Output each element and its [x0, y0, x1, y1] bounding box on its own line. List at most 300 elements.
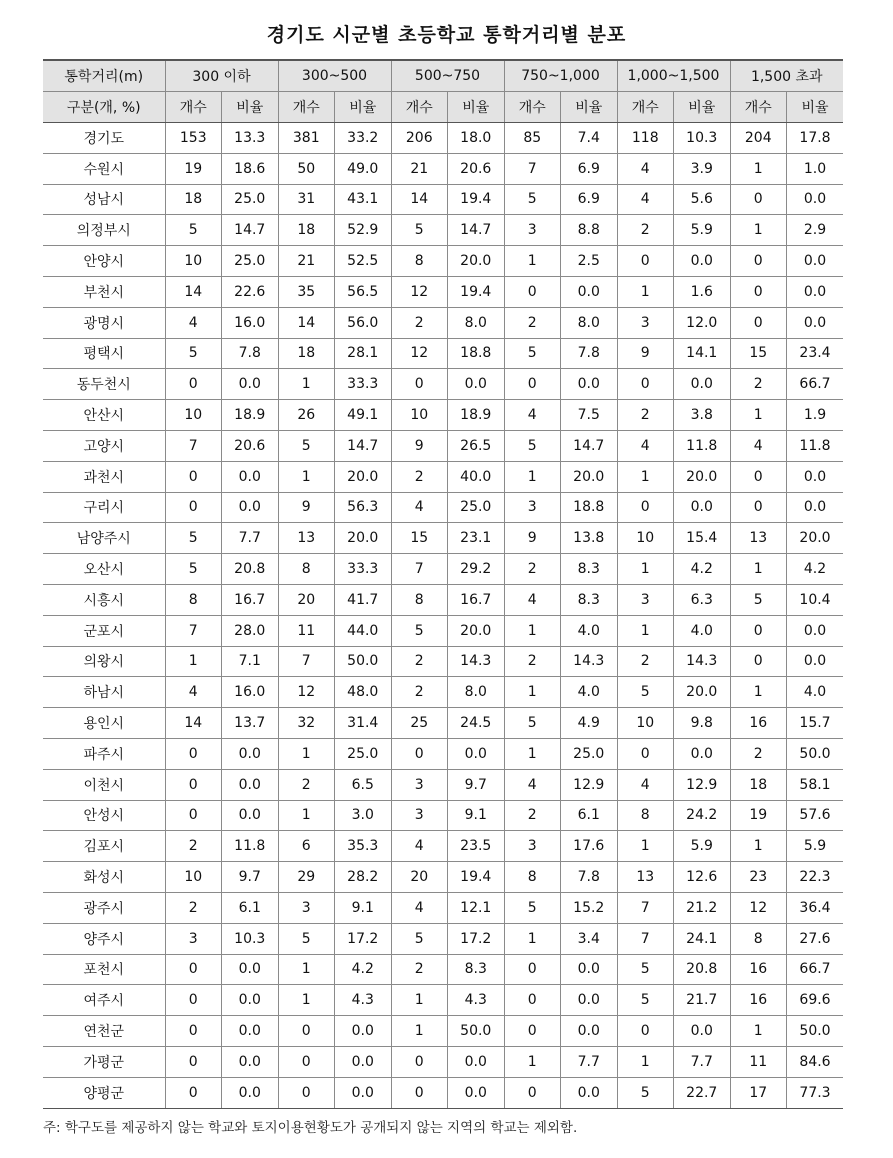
ratio-cell: 49.0 [335, 153, 392, 184]
ratio-cell: 6.9 [561, 153, 618, 184]
ratio-cell: 26.5 [448, 430, 505, 461]
count-cell: 9 [617, 338, 674, 369]
count-cell: 0 [504, 954, 561, 985]
region-name: 하남시 [43, 677, 165, 708]
ratio-cell: 0.0 [674, 1016, 731, 1047]
count-cell: 1 [504, 923, 561, 954]
header-range: 300 이하 [165, 60, 278, 92]
table-row [43, 769, 843, 800]
table-row [43, 369, 843, 400]
ratio-cell: 6.1 [561, 800, 618, 831]
ratio-cell: 25.0 [448, 492, 505, 523]
count-cell: 12 [391, 338, 448, 369]
header-unit-label: 구분(개, %) [43, 92, 165, 123]
count-cell: 9 [391, 430, 448, 461]
count-cell: 118 [617, 123, 674, 154]
ratio-cell: 17.6 [561, 831, 618, 862]
ratio-cell: 20.8 [222, 554, 279, 585]
ratio-cell: 5.9 [787, 831, 844, 862]
count-cell: 2 [730, 369, 787, 400]
ratio-cell: 10.3 [222, 923, 279, 954]
count-cell: 9 [504, 523, 561, 554]
count-cell: 29 [278, 862, 335, 893]
table-row [43, 831, 843, 862]
region-name: 광명시 [43, 307, 165, 338]
table-row [43, 677, 843, 708]
header-row-ranges [43, 60, 843, 92]
count-cell: 26 [278, 400, 335, 431]
count-cell: 0 [617, 1016, 674, 1047]
count-cell: 18 [730, 769, 787, 800]
region-name: 경기도 [43, 123, 165, 154]
table-row [43, 123, 843, 154]
ratio-cell: 20.0 [674, 461, 731, 492]
count-cell: 12 [278, 677, 335, 708]
ratio-cell: 1.0 [787, 153, 844, 184]
table-row [43, 184, 843, 215]
ratio-cell: 8.0 [448, 307, 505, 338]
ratio-cell: 4.0 [674, 615, 731, 646]
region-name: 양평군 [43, 1077, 165, 1108]
ratio-cell: 0.0 [787, 307, 844, 338]
ratio-cell: 4.2 [787, 554, 844, 585]
table-row [43, 492, 843, 523]
count-cell: 21 [278, 246, 335, 277]
ratio-cell: 16.7 [448, 584, 505, 615]
count-cell: 7 [165, 615, 222, 646]
ratio-cell: 0.0 [222, 492, 279, 523]
ratio-cell: 0.0 [787, 615, 844, 646]
ratio-cell: 6.3 [674, 584, 731, 615]
count-cell: 1 [504, 615, 561, 646]
table-row [43, 430, 843, 461]
distance-distribution-table [43, 59, 843, 1109]
ratio-cell: 24.2 [674, 800, 731, 831]
ratio-cell: 7.1 [222, 646, 279, 677]
ratio-cell: 12.0 [674, 307, 731, 338]
region-name: 성남시 [43, 184, 165, 215]
count-cell: 5 [617, 985, 674, 1016]
count-cell: 8 [391, 584, 448, 615]
count-cell: 5 [391, 923, 448, 954]
count-cell: 1 [504, 677, 561, 708]
count-cell: 5 [278, 923, 335, 954]
ratio-cell: 6.5 [335, 769, 392, 800]
count-cell: 14 [278, 307, 335, 338]
count-cell: 1 [730, 215, 787, 246]
count-cell: 0 [730, 615, 787, 646]
count-cell: 0 [730, 184, 787, 215]
count-cell: 8 [730, 923, 787, 954]
table-row [43, 862, 843, 893]
count-cell: 14 [165, 276, 222, 307]
count-cell: 5 [730, 584, 787, 615]
count-cell: 2 [504, 307, 561, 338]
table-row [43, 1016, 843, 1047]
count-cell: 0 [165, 492, 222, 523]
ratio-cell: 5.9 [674, 215, 731, 246]
count-cell: 5 [617, 954, 674, 985]
count-cell: 0 [165, 769, 222, 800]
region-name: 오산시 [43, 554, 165, 585]
region-name: 이천시 [43, 769, 165, 800]
region-name: 여주시 [43, 985, 165, 1016]
ratio-cell: 0.0 [561, 985, 618, 1016]
ratio-cell: 11.8 [787, 430, 844, 461]
count-cell: 9 [278, 492, 335, 523]
ratio-cell: 0.0 [787, 276, 844, 307]
count-cell: 1 [617, 554, 674, 585]
ratio-cell: 0.0 [222, 738, 279, 769]
ratio-cell: 20.6 [448, 153, 505, 184]
count-cell: 16 [730, 708, 787, 739]
table-row [43, 338, 843, 369]
region-name: 남양주시 [43, 523, 165, 554]
count-cell: 0 [730, 276, 787, 307]
ratio-cell: 4.9 [561, 708, 618, 739]
region-name: 용인시 [43, 708, 165, 739]
count-cell: 6 [278, 831, 335, 862]
count-cell: 0 [278, 1077, 335, 1108]
ratio-cell: 0.0 [561, 276, 618, 307]
region-name: 구리시 [43, 492, 165, 523]
table-row [43, 738, 843, 769]
ratio-cell: 23.1 [448, 523, 505, 554]
count-cell: 19 [165, 153, 222, 184]
header-range: 300~500 [278, 60, 391, 92]
count-cell: 5 [504, 892, 561, 923]
count-cell: 11 [278, 615, 335, 646]
count-cell: 4 [391, 492, 448, 523]
count-cell: 1 [278, 369, 335, 400]
table-row [43, 800, 843, 831]
ratio-cell: 17.2 [335, 923, 392, 954]
ratio-cell: 18.8 [448, 338, 505, 369]
count-cell: 0 [617, 738, 674, 769]
count-cell: 13 [278, 523, 335, 554]
ratio-cell: 25.0 [222, 184, 279, 215]
ratio-cell: 0.0 [674, 369, 731, 400]
ratio-cell: 8.3 [448, 954, 505, 985]
ratio-cell: 18.8 [561, 492, 618, 523]
ratio-cell: 35.3 [335, 831, 392, 862]
count-cell: 5 [504, 430, 561, 461]
header-ratio: 비율 [335, 92, 392, 123]
region-name: 과천시 [43, 461, 165, 492]
count-cell: 2 [504, 554, 561, 585]
ratio-cell: 3.8 [674, 400, 731, 431]
region-name: 부천시 [43, 276, 165, 307]
count-cell: 0 [278, 1046, 335, 1077]
table-row [43, 523, 843, 554]
ratio-cell: 23.5 [448, 831, 505, 862]
ratio-cell: 36.4 [787, 892, 844, 923]
count-cell: 0 [278, 1016, 335, 1047]
ratio-cell: 7.8 [561, 338, 618, 369]
ratio-cell: 66.7 [787, 369, 844, 400]
count-cell: 3 [504, 831, 561, 862]
count-cell: 1 [165, 646, 222, 677]
count-cell: 2 [617, 215, 674, 246]
count-cell: 0 [165, 738, 222, 769]
ratio-cell: 14.1 [674, 338, 731, 369]
count-cell: 4 [165, 307, 222, 338]
ratio-cell: 0.0 [335, 1077, 392, 1108]
ratio-cell: 50.0 [787, 738, 844, 769]
region-name: 의왕시 [43, 646, 165, 677]
count-cell: 5 [165, 554, 222, 585]
ratio-cell: 17.8 [787, 123, 844, 154]
region-name: 안양시 [43, 246, 165, 277]
ratio-cell: 0.0 [448, 1046, 505, 1077]
ratio-cell: 43.1 [335, 184, 392, 215]
ratio-cell: 3.9 [674, 153, 731, 184]
count-cell: 0 [165, 369, 222, 400]
ratio-cell: 16.0 [222, 307, 279, 338]
table-row [43, 215, 843, 246]
count-cell: 2 [391, 307, 448, 338]
ratio-cell: 14.7 [561, 430, 618, 461]
ratio-cell: 14.3 [448, 646, 505, 677]
count-cell: 10 [391, 400, 448, 431]
ratio-cell: 10.3 [674, 123, 731, 154]
ratio-cell: 12.9 [674, 769, 731, 800]
table-row [43, 708, 843, 739]
header-ratio: 비율 [448, 92, 505, 123]
count-cell: 4 [165, 677, 222, 708]
count-cell: 7 [617, 892, 674, 923]
count-cell: 85 [504, 123, 561, 154]
ratio-cell: 33.3 [335, 554, 392, 585]
count-cell: 4 [504, 769, 561, 800]
ratio-cell: 0.0 [222, 369, 279, 400]
ratio-cell: 19.4 [448, 862, 505, 893]
count-cell: 2 [391, 646, 448, 677]
count-cell: 0 [391, 1077, 448, 1108]
ratio-cell: 3.0 [335, 800, 392, 831]
ratio-cell: 13.8 [561, 523, 618, 554]
ratio-cell: 7.5 [561, 400, 618, 431]
header-ratio: 비율 [222, 92, 279, 123]
ratio-cell: 8.3 [561, 554, 618, 585]
ratio-cell: 5.9 [674, 831, 731, 862]
ratio-cell: 10.4 [787, 584, 844, 615]
ratio-cell: 1.6 [674, 276, 731, 307]
header-count: 개수 [504, 92, 561, 123]
ratio-cell: 84.6 [787, 1046, 844, 1077]
ratio-cell: 57.6 [787, 800, 844, 831]
count-cell: 4 [617, 430, 674, 461]
count-cell: 2 [391, 677, 448, 708]
count-cell: 7 [165, 430, 222, 461]
region-name: 김포시 [43, 831, 165, 862]
count-cell: 1 [278, 461, 335, 492]
header-count: 개수 [278, 92, 335, 123]
count-cell: 0 [165, 461, 222, 492]
count-cell: 5 [278, 430, 335, 461]
count-cell: 3 [504, 215, 561, 246]
ratio-cell: 19.4 [448, 184, 505, 215]
count-cell: 15 [391, 523, 448, 554]
count-cell: 3 [278, 892, 335, 923]
ratio-cell: 31.4 [335, 708, 392, 739]
ratio-cell: 56.3 [335, 492, 392, 523]
region-name: 고양시 [43, 430, 165, 461]
count-cell: 3 [391, 769, 448, 800]
header-range: 750~1,000 [504, 60, 617, 92]
count-cell: 50 [278, 153, 335, 184]
count-cell: 4 [617, 184, 674, 215]
header-ratio: 비율 [674, 92, 731, 123]
count-cell: 7 [504, 153, 561, 184]
ratio-cell: 19.4 [448, 276, 505, 307]
count-cell: 1 [278, 985, 335, 1016]
count-cell: 0 [165, 985, 222, 1016]
count-cell: 23 [730, 862, 787, 893]
ratio-cell: 17.2 [448, 923, 505, 954]
count-cell: 1 [504, 738, 561, 769]
count-cell: 5 [504, 708, 561, 739]
ratio-cell: 0.0 [335, 1046, 392, 1077]
ratio-cell: 6.9 [561, 184, 618, 215]
region-name: 포천시 [43, 954, 165, 985]
ratio-cell: 52.5 [335, 246, 392, 277]
region-name: 연천군 [43, 1016, 165, 1047]
count-cell: 3 [165, 923, 222, 954]
table-row [43, 554, 843, 585]
header-ratio: 비율 [787, 92, 844, 123]
table-row [43, 461, 843, 492]
ratio-cell: 8.0 [448, 677, 505, 708]
ratio-cell: 8.0 [561, 307, 618, 338]
count-cell: 1 [730, 153, 787, 184]
count-cell: 1 [730, 677, 787, 708]
table-row [43, 1077, 843, 1108]
count-cell: 14 [391, 184, 448, 215]
ratio-cell: 0.0 [222, 1016, 279, 1047]
ratio-cell: 0.0 [561, 954, 618, 985]
ratio-cell: 0.0 [222, 461, 279, 492]
ratio-cell: 18.6 [222, 153, 279, 184]
count-cell: 1 [278, 800, 335, 831]
count-cell: 11 [730, 1046, 787, 1077]
count-cell: 18 [278, 338, 335, 369]
count-cell: 0 [165, 1016, 222, 1047]
count-cell: 7 [278, 646, 335, 677]
count-cell: 1 [391, 985, 448, 1016]
count-cell: 25 [391, 708, 448, 739]
region-name: 파주시 [43, 738, 165, 769]
ratio-cell: 24.1 [674, 923, 731, 954]
count-cell: 2 [391, 954, 448, 985]
header-count: 개수 [165, 92, 222, 123]
ratio-cell: 0.0 [448, 369, 505, 400]
count-cell: 1 [617, 276, 674, 307]
ratio-cell: 41.7 [335, 584, 392, 615]
region-name: 의정부시 [43, 215, 165, 246]
region-name: 양주시 [43, 923, 165, 954]
count-cell: 8 [617, 800, 674, 831]
ratio-cell: 4.0 [787, 677, 844, 708]
ratio-cell: 20.0 [674, 677, 731, 708]
ratio-cell: 0.0 [448, 1077, 505, 1108]
count-cell: 18 [278, 215, 335, 246]
ratio-cell: 18.9 [448, 400, 505, 431]
ratio-cell: 0.0 [222, 985, 279, 1016]
count-cell: 8 [165, 584, 222, 615]
ratio-cell: 28.1 [335, 338, 392, 369]
ratio-cell: 0.0 [448, 738, 505, 769]
ratio-cell: 14.7 [448, 215, 505, 246]
count-cell: 8 [278, 554, 335, 585]
count-cell: 5 [504, 184, 561, 215]
table-row [43, 153, 843, 184]
ratio-cell: 3.4 [561, 923, 618, 954]
region-name: 수원시 [43, 153, 165, 184]
count-cell: 5 [617, 1077, 674, 1108]
count-cell: 10 [165, 400, 222, 431]
ratio-cell: 4.0 [561, 677, 618, 708]
count-cell: 0 [504, 276, 561, 307]
header-row-subcolumns [43, 92, 843, 123]
count-cell: 5 [165, 523, 222, 554]
count-cell: 1 [617, 1046, 674, 1077]
region-name: 안산시 [43, 400, 165, 431]
count-cell: 5 [504, 338, 561, 369]
ratio-cell: 12.1 [448, 892, 505, 923]
count-cell: 0 [730, 307, 787, 338]
count-cell: 7 [617, 923, 674, 954]
region-name: 가평군 [43, 1046, 165, 1077]
table-row [43, 985, 843, 1016]
count-cell: 1 [617, 615, 674, 646]
ratio-cell: 49.1 [335, 400, 392, 431]
count-cell: 1 [730, 554, 787, 585]
ratio-cell: 16.0 [222, 677, 279, 708]
count-cell: 4 [730, 430, 787, 461]
ratio-cell: 0.0 [222, 800, 279, 831]
header-range: 1,500 초과 [730, 60, 843, 92]
table-row [43, 1046, 843, 1077]
ratio-cell: 0.0 [787, 246, 844, 277]
count-cell: 4 [617, 153, 674, 184]
ratio-cell: 0.0 [787, 461, 844, 492]
table-row [43, 923, 843, 954]
header-count: 개수 [730, 92, 787, 123]
ratio-cell: 9.7 [222, 862, 279, 893]
ratio-cell: 9.8 [674, 708, 731, 739]
count-cell: 1 [730, 400, 787, 431]
count-cell: 5 [617, 677, 674, 708]
ratio-cell: 9.7 [448, 769, 505, 800]
ratio-cell: 16.7 [222, 584, 279, 615]
count-cell: 0 [617, 492, 674, 523]
header-range: 1,000~1,500 [617, 60, 730, 92]
count-cell: 1 [730, 1016, 787, 1047]
count-cell: 20 [278, 584, 335, 615]
count-cell: 0 [165, 1077, 222, 1108]
ratio-cell: 20.8 [674, 954, 731, 985]
count-cell: 0 [730, 646, 787, 677]
table-row [43, 646, 843, 677]
count-cell: 1 [504, 246, 561, 277]
count-cell: 10 [165, 862, 222, 893]
count-cell: 3 [617, 584, 674, 615]
count-cell: 7 [391, 554, 448, 585]
ratio-cell: 14.3 [561, 646, 618, 677]
ratio-cell: 4.2 [674, 554, 731, 585]
count-cell: 3 [504, 492, 561, 523]
